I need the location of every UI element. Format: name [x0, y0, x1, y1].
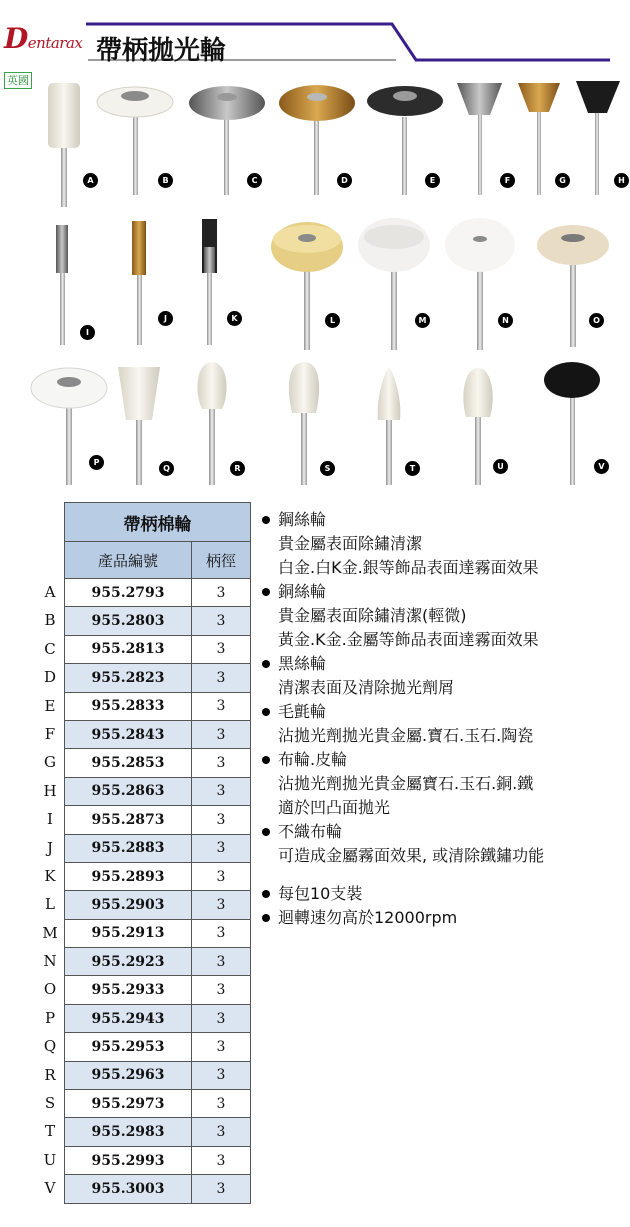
product-i-head: [56, 225, 68, 273]
usage-notes: [258, 508, 630, 930]
note-line: 貴金屬表面除鏽清潔(輕微): [278, 606, 467, 625]
note-line: 沾拋光劑拋光貴金屬.寶石.玉石.陶瓷: [278, 726, 534, 745]
product-code: 955.2873: [65, 806, 192, 834]
table-row: [65, 777, 251, 805]
row-letter: L: [45, 895, 55, 914]
row-letter: J: [46, 838, 53, 857]
product-j-head: [132, 221, 146, 275]
row-letter: H: [43, 781, 57, 800]
label-c: C: [247, 173, 262, 188]
product-u-head: [463, 368, 492, 417]
shank-diameter: 3: [192, 1033, 251, 1061]
row-letter: N: [43, 952, 57, 971]
table-row: [65, 976, 251, 1004]
label-d: D: [337, 173, 352, 188]
product-s-shank: [301, 410, 307, 485]
footer-note-pack: 每包10支裝: [258, 882, 630, 906]
product-n-head: [445, 218, 515, 272]
product-code: 955.2893: [65, 862, 192, 890]
product-spec-table: [64, 502, 251, 1204]
note-line: 可造成金屬霧面效果, 或清除鐵鏽功能: [278, 846, 545, 865]
product-r-shank: [209, 407, 215, 485]
product-n-shank: [477, 270, 483, 350]
table-row: [65, 579, 251, 607]
product-j-shank: [137, 273, 142, 345]
product-p-head: [31, 368, 107, 408]
row-letter: U: [43, 1150, 57, 1169]
product-code: 955.3003: [65, 1175, 192, 1203]
table-row: [65, 948, 251, 976]
product-h-head: [576, 81, 620, 113]
shank-diameter: 3: [192, 1061, 251, 1089]
note-line: 黃金.K金.金屬等飾品表面達霧面效果: [278, 630, 539, 649]
product-e-shank: [402, 117, 407, 195]
shank-diameter: 3: [192, 607, 251, 635]
row-letter: E: [44, 696, 56, 715]
label-e: E: [425, 173, 440, 188]
row-letter: F: [44, 724, 56, 743]
product-l-shank: [304, 270, 310, 350]
table-row: [65, 806, 251, 834]
page-title: 帶柄拋光輪: [96, 36, 227, 66]
product-code: 955.2973: [65, 1090, 192, 1118]
row-letter: C: [44, 639, 56, 658]
product-q-shank: [136, 417, 142, 485]
label-o: O: [589, 313, 604, 328]
label-v: V: [594, 459, 609, 474]
shank-diameter: 3: [192, 919, 251, 947]
product-code: 955.2833: [65, 692, 192, 720]
label-l: L: [325, 313, 340, 328]
table-row: [65, 1118, 251, 1146]
product-code: 955.2913: [65, 919, 192, 947]
row-letter: O: [43, 980, 57, 999]
row-letter: T: [44, 1122, 55, 1141]
product-d-shank: [314, 119, 319, 195]
column-header-shank: 柄徑: [192, 542, 251, 579]
note-heading: 布輪.皮輪: [258, 748, 630, 772]
product-t-shank: [386, 417, 392, 485]
product-p-shank: [66, 405, 72, 485]
label-t: T: [405, 461, 420, 476]
shank-diameter: 3: [192, 664, 251, 692]
table-row: [65, 635, 251, 663]
product-v-shank: [570, 393, 575, 485]
row-letter: D: [43, 668, 57, 687]
product-code: 955.2903: [65, 891, 192, 919]
shank-diameter: 3: [192, 834, 251, 862]
table-row: [65, 1090, 251, 1118]
shank-diameter: 3: [192, 1090, 251, 1118]
product-d-head: [279, 85, 355, 121]
row-letter: V: [44, 1179, 56, 1198]
product-b-shank: [133, 115, 138, 195]
table-row: [65, 1061, 251, 1089]
shank-diameter: 3: [192, 862, 251, 890]
note-line: 白金.白K金.銀等飾品表面達霧面效果: [278, 558, 539, 577]
note-line: 適於凹凸面拋光: [278, 798, 391, 817]
footer-note-speed: 迴轉速勿高於12000rpm: [258, 906, 630, 930]
label-u: U: [493, 459, 508, 474]
shank-diameter: 3: [192, 720, 251, 748]
product-code: 955.2863: [65, 777, 192, 805]
product-c-shank: [224, 115, 229, 195]
table-row: [65, 919, 251, 947]
product-code: 955.2883: [65, 834, 192, 862]
brand-logo-text: entarax: [27, 34, 83, 52]
label-a: A: [83, 173, 98, 188]
row-letter-column: [40, 578, 60, 1203]
note-line: 清潔表面及清除拋光劑屑: [278, 678, 455, 697]
product-o-head: [537, 225, 609, 265]
shank-diameter: 3: [192, 579, 251, 607]
product-c-head: [189, 86, 265, 120]
row-letter: I: [47, 810, 53, 829]
product-f-shank: [478, 113, 482, 195]
product-code: 955.2793: [65, 579, 192, 607]
table-row: [65, 692, 251, 720]
label-k: K: [227, 311, 242, 326]
product-f-head: [457, 83, 502, 115]
shank-diameter: 3: [192, 891, 251, 919]
label-h: H: [614, 173, 629, 188]
row-letter: A: [44, 583, 56, 601]
product-m-shank: [391, 270, 397, 350]
product-a-head: [48, 83, 80, 148]
note-line: 貴金屬表面除鏽清潔: [278, 534, 423, 553]
table-row: [65, 862, 251, 890]
shank-diameter: 3: [192, 692, 251, 720]
product-s-head: [289, 362, 319, 413]
product-code: 955.2853: [65, 749, 192, 777]
product-code: 955.2963: [65, 1061, 192, 1089]
product-u-shank: [475, 415, 481, 485]
shank-diameter: 3: [192, 1175, 251, 1203]
product-code: 955.2953: [65, 1033, 192, 1061]
label-r: R: [230, 461, 245, 476]
product-v-head: [544, 362, 600, 398]
product-code: 955.2843: [65, 720, 192, 748]
product-g-head: [518, 83, 560, 112]
product-t-head: [378, 367, 401, 420]
product-code: 955.2803: [65, 607, 192, 635]
label-b: B: [158, 173, 173, 188]
note-heading: 鋼絲輪: [258, 508, 630, 532]
product-g-shank: [537, 111, 541, 195]
product-gallery: [0, 75, 630, 490]
note-heading: 毛氈輪: [258, 700, 630, 724]
header-accent-lines: [0, 0, 630, 70]
label-s: S: [320, 461, 335, 476]
product-code: 955.2943: [65, 1004, 192, 1032]
table-row: [65, 749, 251, 777]
product-r-head: [197, 362, 226, 409]
note-line: 沾拋光劑拋光貴金屬寶石.玉石.銅.鐵: [278, 774, 534, 793]
product-k-shank: [207, 271, 212, 345]
table-row: [65, 1175, 251, 1203]
table-row: [65, 1004, 251, 1032]
row-letter: K: [44, 866, 56, 885]
row-letter: G: [44, 753, 56, 772]
shank-diameter: 3: [192, 749, 251, 777]
product-o-shank: [570, 265, 576, 347]
table-row: [65, 607, 251, 635]
row-letter: P: [44, 1008, 56, 1027]
table-row: [65, 1033, 251, 1061]
shank-diameter: 3: [192, 948, 251, 976]
shank-diameter: 3: [192, 777, 251, 805]
product-h-shank: [595, 113, 599, 195]
label-f: F: [500, 173, 515, 188]
table-row: [65, 664, 251, 692]
shank-diameter: 3: [192, 1118, 251, 1146]
page-header: [0, 0, 630, 70]
table-row: [65, 1146, 251, 1174]
label-g: G: [555, 173, 570, 188]
product-a-shank: [61, 145, 67, 207]
product-code: 955.2933: [65, 976, 192, 1004]
table-row: [65, 834, 251, 862]
shank-diameter: 3: [192, 976, 251, 1004]
label-m: M: [415, 313, 430, 328]
label-i: I: [80, 325, 95, 340]
product-code: 955.2923: [65, 948, 192, 976]
product-q-head: [118, 367, 160, 420]
product-illustrations: [0, 75, 630, 490]
column-header-code: 產品編號: [65, 542, 192, 579]
product-code: 955.2813: [65, 635, 192, 663]
row-letter: M: [42, 923, 58, 942]
row-letter: S: [44, 1094, 56, 1113]
product-code: 955.2983: [65, 1118, 192, 1146]
label-p: P: [89, 455, 104, 470]
table-title: 帶柄棉輪: [65, 503, 251, 542]
shank-diameter: 3: [192, 1004, 251, 1032]
origin-badge: 英國: [4, 72, 32, 89]
note-heading: 銅絲輪: [258, 580, 630, 604]
shank-diameter: 3: [192, 635, 251, 663]
product-code: 955.2993: [65, 1146, 192, 1174]
shank-diameter: 3: [192, 1146, 251, 1174]
table-row: [65, 720, 251, 748]
shank-diameter: 3: [192, 806, 251, 834]
product-code: 955.2823: [65, 664, 192, 692]
label-q: Q: [159, 461, 174, 476]
product-i-shank: [60, 270, 65, 345]
row-letter: Q: [43, 1037, 57, 1056]
row-letter: R: [44, 1065, 56, 1084]
note-heading: 黑絲輪: [258, 652, 630, 676]
table-row: [65, 891, 251, 919]
note-heading: 不織布輪: [258, 820, 630, 844]
label-n: N: [498, 313, 513, 328]
brand-logo: Dentarax: [4, 22, 83, 55]
row-letter: B: [44, 611, 56, 630]
label-j: J: [158, 311, 173, 326]
